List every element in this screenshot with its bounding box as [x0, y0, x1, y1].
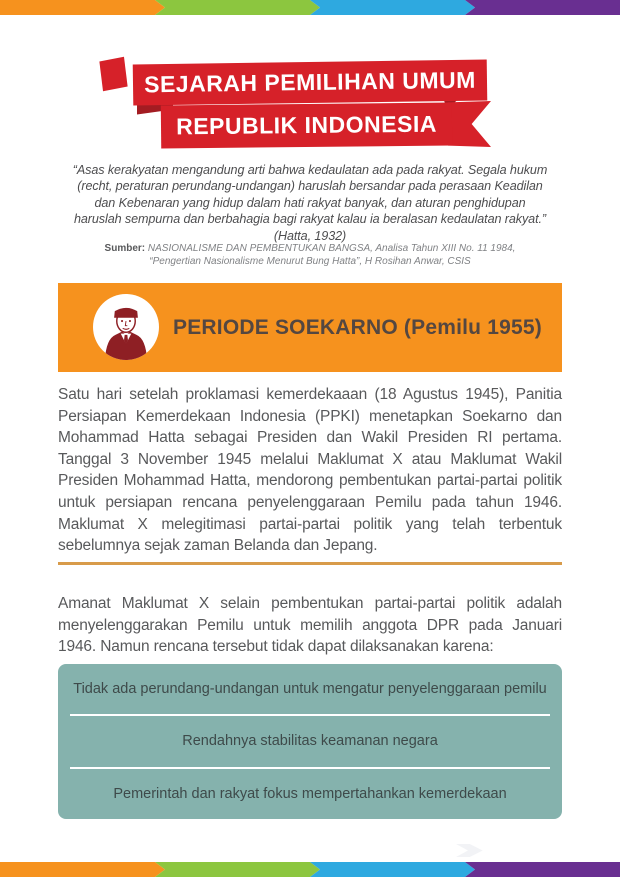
faint-chevron-watermark — [456, 844, 502, 857]
stripe-segment-orange — [0, 0, 165, 15]
soekarno-portrait-svg — [93, 294, 159, 360]
portrait-eye — [121, 320, 123, 322]
ribbon-left-fold — [99, 57, 127, 92]
title-ribbon-line1 — [133, 60, 488, 106]
source-line1: NASIONALISME DAN PEMBENTUKAN BANGSA, Analisa Tahun XIII No. 11 1984, — [147, 243, 516, 254]
ribbon-right-tail — [448, 101, 491, 147]
page-title-line2: REPUBLIK INDONESIA — [175, 110, 437, 140]
stripe-segment-blue — [310, 0, 475, 15]
source-citation — [60, 242, 560, 268]
stripe-segment-purple — [465, 862, 620, 877]
stripe-segment-blue — [310, 862, 475, 877]
section-title: PERIODE SOEKARNO (Pemilu 1955) — [173, 315, 542, 339]
source-label: Sumber: — [104, 243, 146, 254]
reasons-box — [58, 664, 562, 819]
top-color-stripe — [0, 0, 620, 15]
gold-divider — [58, 562, 562, 565]
reason-item-2: Rendahnya stabilitas keamanan negara — [182, 733, 438, 750]
paragraph-amanat: Amanat Maklumat X selain pembentukan partai-partai politik adalah menyelenggarakan Pemilu untuk memilih anggota DPR pada Januari 1946. Namun rencana tersebut tidak dapat dilaksanakan karena: — [58, 595, 562, 656]
soekarno-portrait-icon — [93, 294, 159, 360]
title-ribbon-line2 — [161, 102, 452, 148]
page-title-line1: SEJARAH PEMILIHAN UMUM — [143, 66, 477, 98]
stripe-segment-green — [155, 0, 320, 15]
stripe-segment-orange — [0, 862, 165, 877]
paragraph-proklamasi: Satu hari setelah proklamasi kemerdekaaan (18 Agustus 1945), Panitia Persiapan Kemerdekaan Indonesia (PPKI) menetapkan Soekarno dan Mohammad Hatta sebagai Presiden dan Wakil Presiden RI pertama. Tanggal 3 November 1945 melalui Maklumat X atau Maklumat Wakil Presiden Mohammad Hatta, mendorong pembentukan partai-partai politik untuk persiapan rencana penyelenggaraan Pemilu pada tahun 1946. Maklumat X melegitimasi partai-partai politik yang telah terbentuk sebelumnya sejak zaman Belanda dan Jepang. — [58, 386, 562, 555]
section-header-soekarno — [58, 283, 562, 372]
reason-item-3: Pemerintah dan rakyat fokus mempertahankan kemerdekaan — [113, 785, 507, 802]
reason-item-1: Tidak ada perundang-undangan untuk mengatur penyelenggaraan pemilu — [73, 681, 547, 698]
source-line2: “Pengertian Nasionalisme Menurut Bung Hatta”, H Rosihan Anwar, CSIS — [149, 256, 471, 267]
portrait-eye — [129, 320, 131, 322]
stripe-segment-green — [155, 862, 320, 877]
stripe-segment-purple — [465, 0, 620, 15]
hatta-quote: “Asas kerakyatan mengandung arti bahwa kedaulatan ada pada rakyat. Segala hukum (recht, peraturan perundang-undangan) haruslah bersandar pada perasaan Keadilan dan Kebenaran yang hidup dalam hati rakyat banyak, dan aturan penghidupan haruslah sempurna dan berbahagia bagi rakyat kalau ia beralasan kedaulatan rakyat.” (Hatta, 1932) — [72, 163, 548, 243]
bottom-color-stripe — [0, 862, 620, 877]
